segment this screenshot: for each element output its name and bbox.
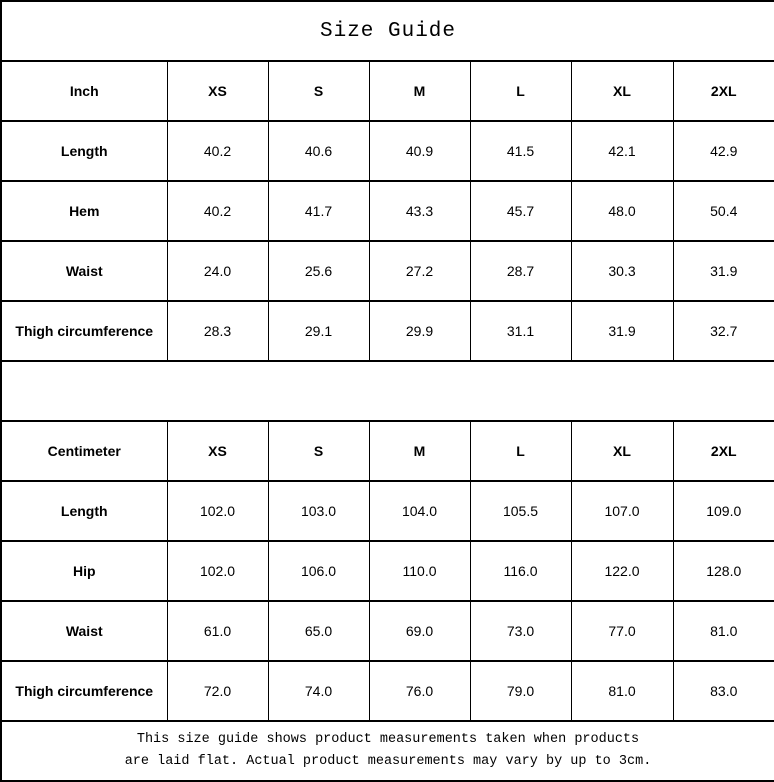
cell-value: 41.5: [470, 121, 571, 181]
footer-note: [1, 721, 774, 781]
cell-value: 69.0: [369, 601, 470, 661]
cell-value: 102.0: [167, 481, 268, 541]
size-header-m: M: [369, 61, 470, 121]
cell-value: 61.0: [167, 601, 268, 661]
cell-value: 41.7: [268, 181, 369, 241]
size-header-s: S: [268, 61, 369, 121]
cell-value: 24.0: [167, 241, 268, 301]
cell-value: 40.2: [167, 181, 268, 241]
cell-value: 28.7: [470, 241, 571, 301]
size-header-xl: XL: [571, 421, 673, 481]
cell-value: 107.0: [571, 481, 673, 541]
spacer: [1, 361, 774, 421]
table-row: [1, 181, 774, 241]
size-header-xs: XS: [167, 61, 268, 121]
cell-value: 42.1: [571, 121, 673, 181]
unit-header-inch: Inch: [1, 61, 167, 121]
cell-value: 73.0: [470, 601, 571, 661]
unit-header-centimeter: Centimeter: [1, 421, 167, 481]
cell-value: 105.5: [470, 481, 571, 541]
table-row: [1, 121, 774, 181]
cell-value: 106.0: [268, 541, 369, 601]
cell-value: 72.0: [167, 661, 268, 721]
cell-value: 76.0: [369, 661, 470, 721]
row-label: Waist: [1, 241, 167, 301]
cell-value: 48.0: [571, 181, 673, 241]
cell-value: 42.9: [673, 121, 774, 181]
cell-value: 81.0: [673, 601, 774, 661]
size-header-xs: XS: [167, 421, 268, 481]
table-row: [1, 241, 774, 301]
cell-value: 74.0: [268, 661, 369, 721]
row-label: Length: [1, 481, 167, 541]
cm-header-row: [1, 421, 774, 481]
cell-value: 40.2: [167, 121, 268, 181]
size-header-l: L: [470, 61, 571, 121]
footer-note-line2: are laid flat. Actual product measurements may vary by up to 3cm.: [124, 754, 652, 769]
table-row: [1, 661, 774, 721]
size-header-2xl: 2XL: [673, 421, 774, 481]
footer-note-line1: This size guide shows product measurements taken when products: [136, 732, 640, 748]
cell-value: 79.0: [470, 661, 571, 721]
cell-value: 30.3: [571, 241, 673, 301]
cell-value: 83.0: [673, 661, 774, 721]
table-row: [1, 481, 774, 541]
cell-value: 122.0: [571, 541, 673, 601]
spacer-row: [1, 361, 774, 421]
cell-value: 43.3: [369, 181, 470, 241]
cell-value: 81.0: [571, 661, 673, 721]
row-label: Length: [1, 121, 167, 181]
cell-value: 25.6: [268, 241, 369, 301]
cell-value: 116.0: [470, 541, 571, 601]
row-label: Waist: [1, 601, 167, 661]
cell-value: 27.2: [369, 241, 470, 301]
cell-value: 40.6: [268, 121, 369, 181]
cell-value: 128.0: [673, 541, 774, 601]
table-row: [1, 601, 774, 661]
cell-value: 104.0: [369, 481, 470, 541]
cell-value: 65.0: [268, 601, 369, 661]
cell-value: 32.7: [673, 301, 774, 361]
row-label: Thigh circumference: [1, 661, 167, 721]
row-label: Thigh circumference: [1, 301, 167, 361]
cell-value: 29.9: [369, 301, 470, 361]
size-header-xl: XL: [571, 61, 673, 121]
cell-value: 102.0: [167, 541, 268, 601]
size-header-l: L: [470, 421, 571, 481]
title-row: [1, 1, 774, 61]
cell-value: 77.0: [571, 601, 673, 661]
cell-value: 110.0: [369, 541, 470, 601]
row-label: Hip: [1, 541, 167, 601]
page-title: Size Guide: [1, 1, 774, 61]
footer-row: [1, 721, 774, 781]
table-row: [1, 541, 774, 601]
cell-value: 40.9: [369, 121, 470, 181]
inch-header-row: [1, 61, 774, 121]
cell-value: 31.9: [673, 241, 774, 301]
table-row: [1, 301, 774, 361]
cell-value: 103.0: [268, 481, 369, 541]
row-label: Hem: [1, 181, 167, 241]
size-header-m: M: [369, 421, 470, 481]
cell-value: 31.9: [571, 301, 673, 361]
cell-value: 28.3: [167, 301, 268, 361]
cell-value: 45.7: [470, 181, 571, 241]
cell-value: 109.0: [673, 481, 774, 541]
cell-value: 29.1: [268, 301, 369, 361]
size-header-s: S: [268, 421, 369, 481]
cell-value: 50.4: [673, 181, 774, 241]
cell-value: 31.1: [470, 301, 571, 361]
size-header-2xl: 2XL: [673, 61, 774, 121]
